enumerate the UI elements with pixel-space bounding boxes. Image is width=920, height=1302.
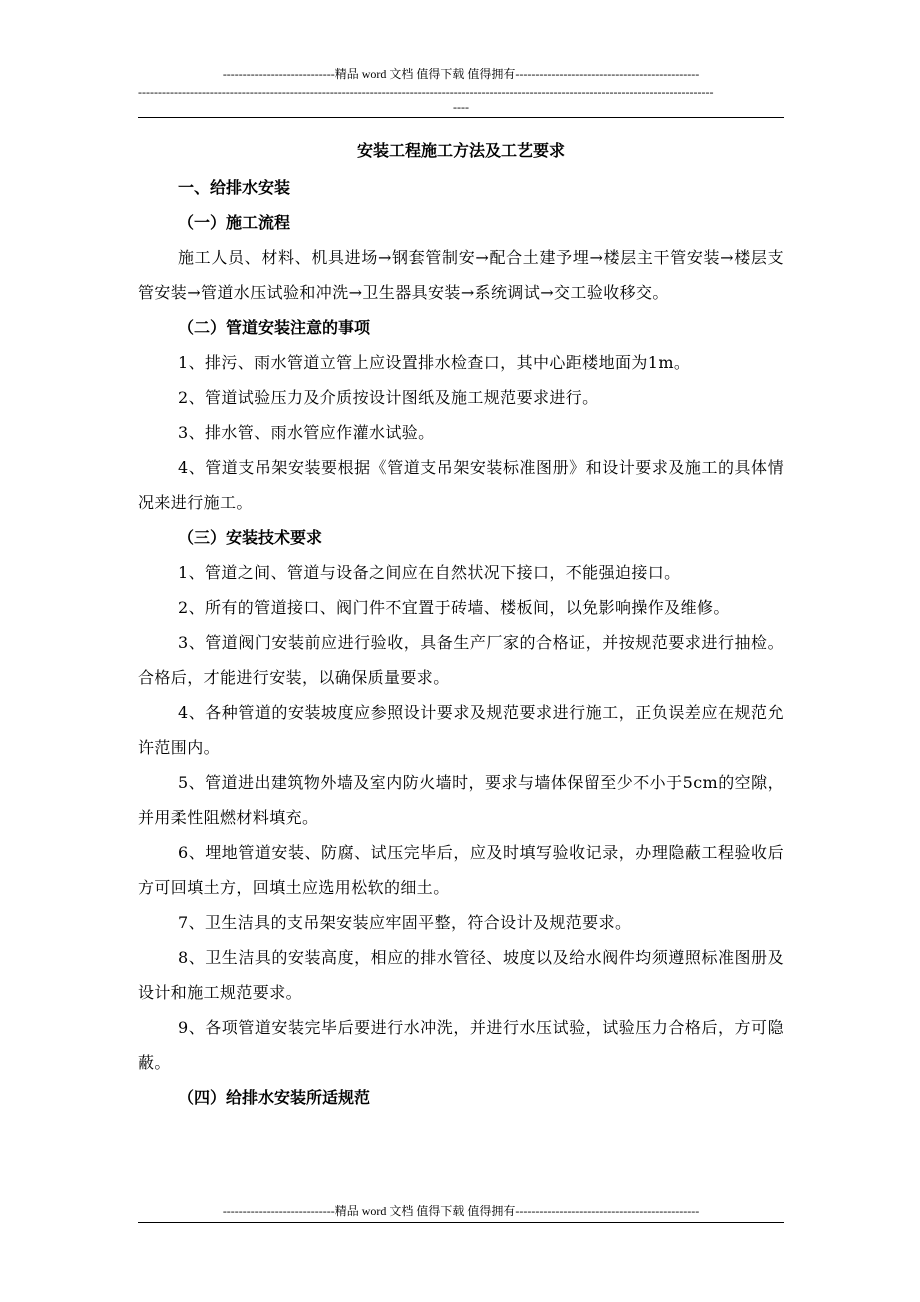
document-body [138, 132, 784, 1115]
subsection-heading-tech-requirements: （三）安装技术要求 [178, 528, 323, 547]
list-item: 2、所有的管道接口、阀门件不宜置于砖墙、楼板间，以免影响操作及维修。 [178, 598, 730, 617]
list-item: 8、卫生洁具的安装高度，相应的排水管径、坡度以及给水阀件均须遵照标准图册及设计和施工规范要求。 [138, 948, 784, 1002]
page-header-line3: ---- [453, 100, 469, 114]
list-item: 9、各项管道安装完毕后要进行水冲洗，并进行水压试验，试验压力合格后，方可隐蔽。 [138, 1018, 784, 1072]
subsection-heading-construction-flow: （一）施工流程 [178, 213, 291, 232]
list-item: 6、埋地管道安装、防腐、试压完毕后，应及时填写验收记录，办理隐蔽工程验收后方可回填土方，回填土应选用松软的细土。 [138, 843, 784, 897]
list-item: 3、排水管、雨水管应作灌水试验。 [178, 423, 435, 442]
list-item: 7、卫生洁具的支吊架安装应牢固平整，符合设计及规范要求。 [178, 913, 632, 932]
document-title: 安装工程施工方法及工艺要求 [356, 141, 565, 160]
list-item: 1、管道之间、管道与设备之间应在自然状况下接口，不能强迫接口。 [178, 563, 681, 582]
list-item: 4、各种管道的安装坡度应参照设计要求及规范要求进行施工，正负误差应在规范允许范围内。 [138, 703, 784, 757]
paragraph-construction-flow: 施工人员、材料、机具进场→钢套管制安→配合土建予埋→楼层主干管安装→楼层支管安装→管道水压试验和冲洗→卫生器具安装→系统调试→交工验收移交。 [138, 248, 784, 302]
header-rule [138, 117, 784, 118]
page-header-line1: ----------------------------精品 word 文档 值得下载 值得拥有---------------------------------------------- [222, 67, 700, 81]
list-item: 2、管道试验压力及介质按设计图纸及施工规范要求进行。 [178, 388, 599, 407]
subsection-heading-pipe-notes: （二）管道安装注意的事项 [178, 318, 371, 337]
list-item: 5、管道进出建筑物外墙及室内防火墙时，要求与墙体保留至少不小于5cm的空隙，并用柔性阻燃材料填充。 [138, 773, 784, 827]
page-footer: ----------------------------精品 word 文档 值得下载 值得拥有---------------------------------------------- [222, 1204, 700, 1218]
footer-rule [138, 1222, 784, 1223]
page-header-line2: ------------------------------------------------------------------------------------------------------------------------------------------------ [138, 85, 714, 99]
list-item: 4、管道支吊架安装要根据《管道支吊架安装标准图册》和设计要求及施工的具体情况来进行施工。 [138, 458, 784, 512]
list-item: 3、管道阀门安装前应进行验收，具备生产厂家的合格证，并按规范要求进行抽检。合格后，才能进行安装，以确保质量要求。 [138, 633, 784, 687]
section-heading-water-supply: 一、给排水安装 [178, 178, 291, 197]
list-item: 1、排污、雨水管道立管上应设置排水检查口，其中心距楼地面为1m。 [178, 353, 691, 372]
subsection-heading-standards: （四）给排水安装所适规范 [178, 1088, 371, 1107]
